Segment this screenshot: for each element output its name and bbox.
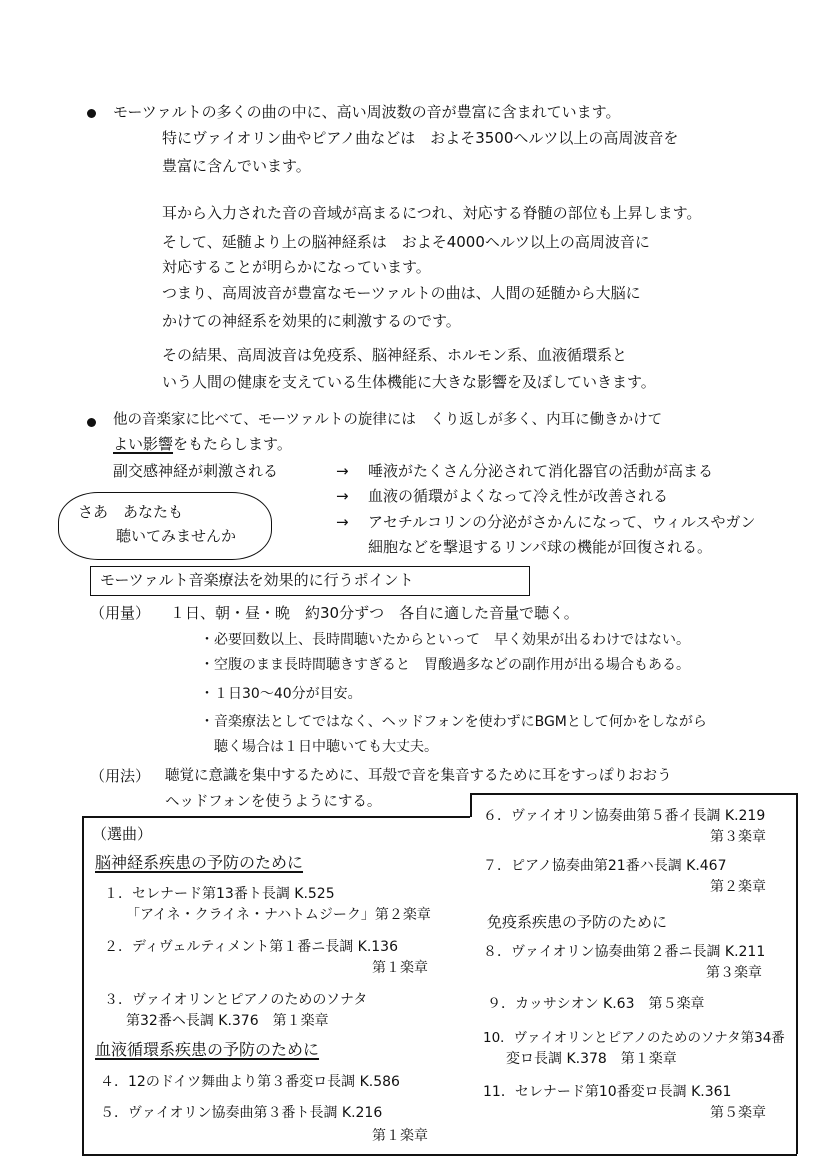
intro-line-3: 豊富に含んでいます。 [162,157,311,175]
left-item-2-line-1: ２．ディヴェルティメント第１番ニ長調 K.136 [104,939,399,955]
left-item-5-line-2: 第１楽章 [372,1128,428,1144]
left-item-1-line-2: 「アイネ・クライネ・ナハトムジーク」第２楽章 [126,907,431,923]
usage-line-2: ヘッドフォンを使うようにする。 [165,794,382,810]
cloud-line-1: さあ あなたも [78,503,184,521]
intro-line-2: 特にヴァイオリン曲やピアノ曲などは およそ3500ヘルツ以上の高周波音を [162,129,679,147]
left-heading-2: 血液循環系疾患の予防のために [95,1040,320,1059]
left-item-3-line-1: ３．ヴァイオリンとピアノのためのソナタ [104,992,368,1008]
dosage-main: １日、朝・昼・晩 約30分ずつ 各自に適した音量で聴く。 [170,604,579,622]
bullet-1 [87,109,96,118]
bullet2-line-1: 他の音楽家に比べて、モーツァルトの旋律には くり返しが多く、内耳に働きかけて [113,412,663,428]
left-heading-1: 脳神経系疾患の予防のために [95,853,304,872]
right-item-7-line-2: 第２楽章 [710,879,766,895]
right-item-7-line-1: ７．ピアノ協奏曲第21番ハ長調 K.467 [483,858,727,874]
right-item-10-line-1: 10．ヴァイオリンとピアノのためのソナタ第34番 [483,1030,785,1046]
selection-bottom [82,1154,797,1156]
cloud-line-2: 聴いてみませんか [116,527,237,545]
right-item-9-line-1: ９．カッサシオン K.63 第５楽章 [487,996,705,1012]
selection-left [82,816,84,1154]
selection-top-right [470,793,796,795]
usage-label: （用法） [90,767,151,785]
para-line-7: いう人間の健康を支えている生体機能に大きな影響を及ぼしていきます。 [162,373,656,391]
left-item-1-line-1: １．セレナード第13番ト長調 K.525 [104,886,335,902]
para-line-5: かけての神経系を効果的に刺激するのです。 [162,312,461,330]
dosage-note-4: ・音楽療法としてではなく、ヘッドフォンを使わずにBGMとして何かをしながら [200,714,707,730]
dosage-note-1: ・必要回数以上、長時間聴いたからといって 早く効果が出るわけではない。 [200,632,690,648]
arrow-1: → [336,462,349,480]
left-item-4-line-1: ４．12のドイツ舞曲より第３番変ロ長調 K.586 [100,1074,400,1090]
intro-line-1: モーツァルトの多くの曲の中に、高い周波数の音が豊富に含まれています。 [113,103,621,121]
para-line-2: そして、延髄より上の脳神経系は およそ4000ヘルツ以上の高周波音に [162,233,650,251]
dosage-note-4-cont: 聴く場合は１日中聴いても大丈夫。 [214,739,438,755]
arrow-2: → [336,487,349,505]
good-effect-underlined: よい影響 [113,435,174,453]
left-item-2-line-2: 第１楽章 [372,960,428,976]
right-item-11-line-1: 11．セレナード第10番変ロ長調 K.361 [483,1084,732,1100]
effect-result-2: 血液の循環がよくなって冷え性が改善される [368,487,669,505]
right-item-10-line-2: 変ロ長調 K.378 第１楽章 [506,1051,677,1067]
right-item-11-line-2: 第５楽章 [710,1105,766,1121]
para-line-3: 対応することが明らかになっています。 [162,258,431,276]
bullet2-line-2 [113,434,292,454]
selection-step [470,793,472,817]
arrow-3: → [336,513,349,531]
para-line-1: 耳から入力された音の音域が高まるにつれ、対応する脊髄の部位も上昇します。 [162,204,702,222]
right-item-6-line-2: 第３楽章 [710,829,766,845]
para-line-4: つまり、高周波音が豊富なモーツァルトの曲は、人間の延髄から大脳に [162,284,641,302]
effect-result-3-cont: 細胞などを撃退するリンパ球の機能が回復される。 [368,538,712,556]
selection-right [796,793,798,1154]
right-item-8-line-1: ８．ヴァイオリン協奏曲第２番ニ長調 K.211 [483,944,766,960]
dosage-note-2: ・空腹のまま長時間聴きすぎると 胃酸過多などの副作用が出る場合もある。 [200,657,690,673]
points-title: モーツァルト音楽療法を効果的に行うポイント [100,571,414,589]
effect-result-3: アセチルコリンの分泌がさかんになって、ウィルスやガン [368,513,756,531]
left-item-5-line-1: ５．ヴァイオリン協奏曲第３番ト長調 K.216 [100,1105,383,1121]
dosage-note-3: ・１日30〜40分が目安。 [200,686,362,702]
bullet-2 [87,418,96,427]
left-item-3-line-2: 第32番ヘ長調 K.376 第１楽章 [126,1013,329,1029]
effect-cause: 副交感神経が刺激される [113,462,279,480]
dosage-label: （用量） [90,604,151,622]
effect-result-1: 唾液がたくさん分泌されて消化器官の活動が高まる [368,462,714,480]
right-item-6-line-1: ６．ヴァイオリン協奏曲第５番イ長調 K.219 [483,808,766,824]
right-item-8-line-2: 第３楽章 [706,965,762,981]
para-line-6: その結果、高周波音は免疫系、脳神経系、ホルモン系、血液循環系と [162,346,628,364]
selection-top-left [82,816,470,818]
bullet2-line-2-rest: をもたらします。 [173,435,292,453]
selection-label: （選曲） [92,825,153,843]
right-heading: 免疫系疾患の予防のために [487,913,668,931]
usage-line-1: 聴覚に意識を集中するために、耳殻で音を集音するために耳をすっぽりおおう [165,768,672,784]
